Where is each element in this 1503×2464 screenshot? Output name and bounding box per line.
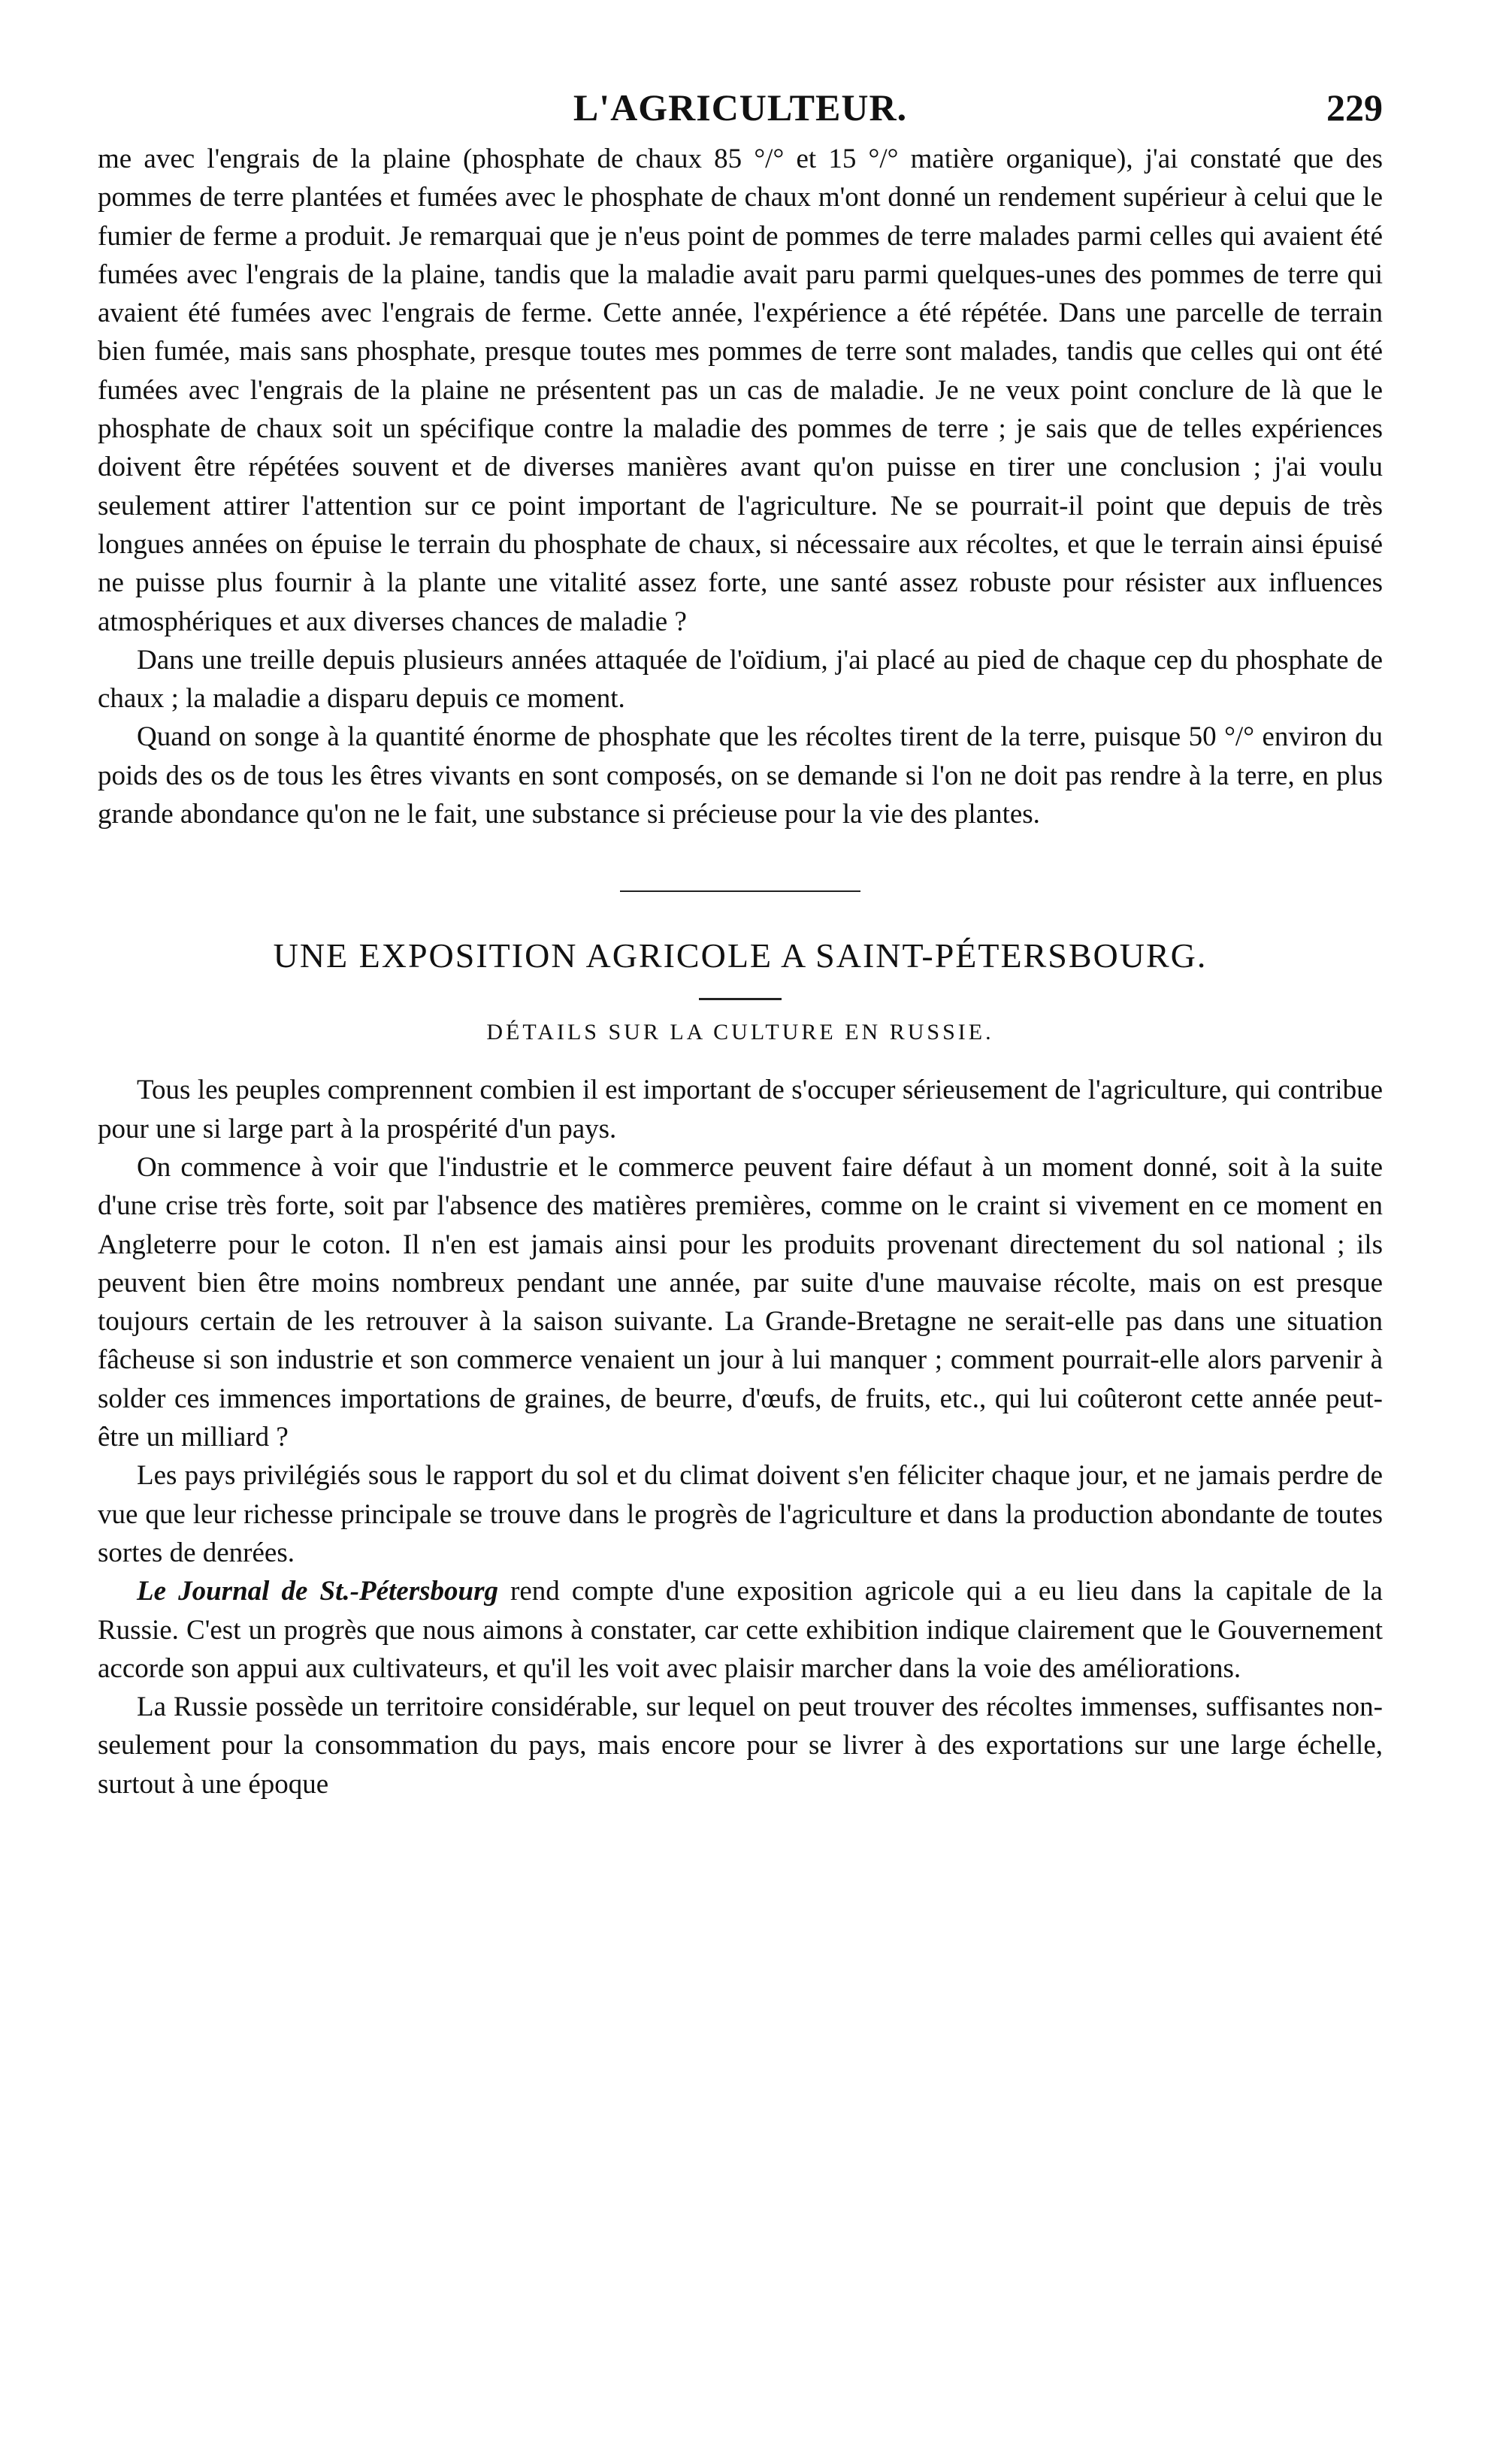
book-page <box>98 75 1383 1803</box>
article-title: UNE EXPOSITION AGRICOLE A SAINT-PÉTERSBOURG. <box>273 936 1208 975</box>
article-body <box>98 1071 1383 1803</box>
paragraph: La Russie possède un territoire considérable, sur lequel on peut trouver des récoltes immenses, suffisantes non-seulement pour la consommation du pays, mais encore pour se livrer à des exportations sur une large échelle, surtout à une époque <box>98 1692 1383 1800</box>
previous-article-continuation <box>98 140 1383 833</box>
paragraph-continued: me avec l'engrais de la plaine (phosphate de chaux 85 °/° et 15 °/° matière organique), j'ai constaté que des pommes de terre plantées et fumées avec le phosphate de chaux m'ont donné un rendement supérieur à celui que le fumier de ferme a produit. Je remarquai que je n'eus point de pommes de terre malades parmi celles qui avaient été fumées avec l'engrais de la plaine, tandis que la maladie avait paru parmi quelques-unes des pommes de terre qui avaient été fumées avec l'engrais de ferme. Cette année, l'expérience a été répétée. Dans une parcelle de terrain bien fumée, mais sans phosphate, presque toutes mes pommes de terre sont malades, tandis que celles qui ont été fumées avec l'engrais de la plaine ne présentent pas un cas de maladie. Je ne veux point conclure de là que le phosphate de chaux soit un spécifique contre la maladie des pommes de terre ; je sais que de telles expériences doivent être répétées souvent et de diverses manières avant qu'on puisse en tirer une conclusion ; j'ai voulu seulement attirer l'attention sur ce point important de l'agriculture. Ne se pourrait-il point que depuis de très longues années on épuise le terrain du phosphate de chaux, si nécessaire aux récoltes, et que le terrain ainsi épuisé ne puisse plus fournir à la plante une vitalité assez forte, une santé assez robuste pour résister aux influences atmosphériques et aux diverses chances de maladie ? <box>98 144 1383 637</box>
paragraph: On commence à voir que l'industrie et le commerce peuvent faire défaut à un moment donné, soit à la suite d'une crise très forte, soit par l'absence des matières premières, comme on le craint si vivement en ce moment en Angleterre pour le coton. Il n'en est jamais ainsi pour les produits provenant directement du sol national ; ils peuvent bien être moins nombreux pendant une année, par suite d'une mauvaise récolte, mais on est presque toujours certain de les retrouver à la saison suivante. La Grande-Bretagne ne serait-elle pas dans une situation fâcheuse si son industrie et son commerce venaient un jour à lui manquer ; comment pourrait-elle alors parvenir à solder ces immences importations de graines, de beurre, d'œufs, de fruits, etc., qui lui coûteront cette année peut-être un milliard ? <box>98 1151 1383 1453</box>
section-divider <box>620 890 860 892</box>
running-title: L'AGRICULTEUR. <box>573 86 908 128</box>
article-subtitle: DÉTAILS SUR LA CULTURE EN RUSSIE. <box>486 1020 994 1045</box>
journal-name: Le Journal de St.-Pétersbourg <box>137 1576 498 1607</box>
running-head <box>98 75 1383 135</box>
page-number: 229 <box>1326 86 1383 128</box>
journal-paragraph-text: rend compte d'une exposition agricole qui a eu lieu dans la capitale de la Russie. C'est un progrès que nous aimons à constater, car cette exhibition indique clairement que le Gouvernement accorde son appui aux cultivateurs, et qu'il les voit avec plaisir marcher dans la voie des améliorations. <box>98 1576 1383 1684</box>
title-underline <box>699 998 782 1000</box>
paragraph: Dans une treille depuis plusieurs années attaquée de l'oïdium, j'ai placé au pied de chaque cep du phosphate de chaux ; la maladie a disparu depuis ce moment. <box>98 644 1383 715</box>
paragraph-journal <box>98 1572 1383 1688</box>
paragraph: Quand on songe à la quantité énorme de phosphate que les récoltes tirent de la terre, puisque 50 °/° environ du poids des os de tous les êtres vivants en sont composés, on se demande si l'on ne doit pas rendre à la terre, en plus grande abondance qu'on ne le fait, une substance si précieuse pour la vie des plantes. <box>98 721 1383 830</box>
paragraph: Tous les peuples comprennent combien il est important de s'occuper sérieusement de l'agriculture, qui contribue pour une si large part à la prospérité d'un pays. <box>98 1075 1383 1144</box>
paragraph: Les pays privilégiés sous le rapport du sol et du climat doivent s'en féliciter chaque jour, et ne jamais perdre de vue que leur richesse principale se trouve dans le progrès de l'agriculture et dans la production abondante de toutes sortes de denrées. <box>98 1460 1383 1568</box>
